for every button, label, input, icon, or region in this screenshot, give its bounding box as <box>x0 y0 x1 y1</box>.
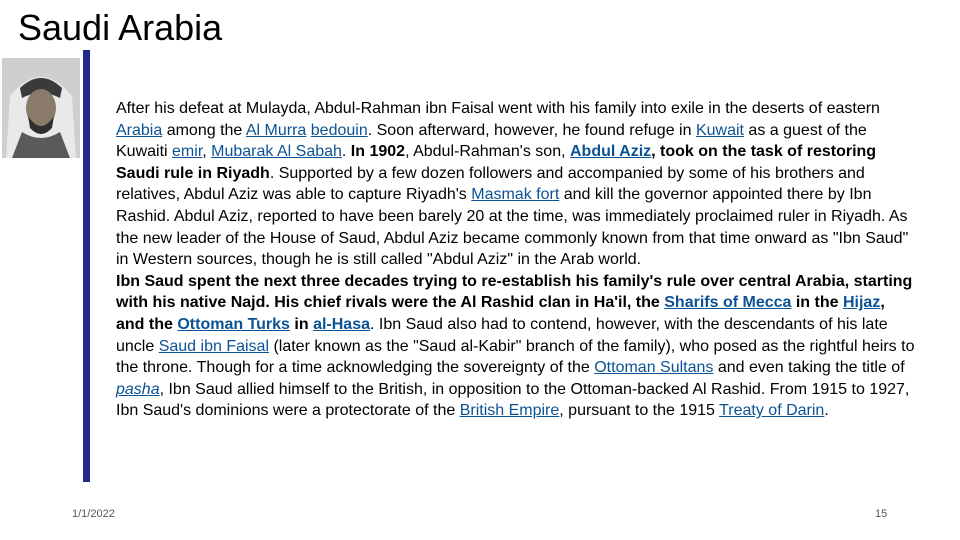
text-span: , <box>202 143 212 161</box>
link-masmak-fort[interactable]: Masmak fort <box>471 186 560 204</box>
body-text <box>116 98 916 422</box>
link-pasha[interactable]: pasha <box>116 380 160 398</box>
link-al-hasa[interactable]: al-Hasa <box>313 315 370 333</box>
text-span: (later known as the "Saud al-Kabir" branch of the family), who posed as the rightful heirs to the throne. Though for a time acknowledging the sovereignty of the <box>116 337 915 377</box>
bold-text: in <box>289 315 314 333</box>
text-span: , pursuant to the 1915 <box>559 402 720 420</box>
text-span: among the <box>162 121 246 139</box>
footer-date: 1/1/2022 <box>72 508 115 520</box>
link-bedouin[interactable]: bedouin <box>310 121 368 139</box>
link-saud-ibn-faisal[interactable]: Saud ibn Faisal <box>158 337 269 355</box>
page-number: 15 <box>875 508 888 520</box>
link-kuwait[interactable]: Kuwait <box>695 121 744 139</box>
text-span: . Ibn Saud also had to contend, however, with the descendants of his late uncle <box>116 315 888 355</box>
text-span: . Soon afterward, however, he found refuge in <box>367 121 696 139</box>
paragraph-2 <box>116 271 916 422</box>
link-mubarak-al-sabah[interactable]: Mubarak Al Sabah <box>211 143 342 161</box>
link-british-empire[interactable]: British Empire <box>459 402 560 420</box>
text-span: . <box>824 402 829 420</box>
paragraph-1 <box>116 98 916 271</box>
bold-text: In 1902 <box>350 143 406 161</box>
text-span: , Ibn Saud allied himself to the British, in opposition to the Ottoman-backed Al Rashid. From 1915 to 1927, Ibn Saud's dominions were a protectorate of the <box>116 380 910 420</box>
bold-text: in the <box>791 294 843 312</box>
link-hijaz[interactable]: Hijaz <box>842 294 881 312</box>
text-span: , Abdul-Rahman's son, <box>405 143 570 161</box>
text-span: as a guest of the Kuwaiti <box>116 121 867 161</box>
bold-text: , and the <box>116 294 885 333</box>
text-span: . Supported by a few dozen followers and accompanied by some of his brothers and relatives, Abdul Aziz was able to capture Riyadh's <box>116 164 865 204</box>
link-sharifs-of-mecca[interactable]: Sharifs of Mecca <box>664 294 792 312</box>
portrait-photo-icon <box>2 58 80 158</box>
link-emir[interactable]: emir <box>172 143 203 161</box>
text-span: and even taking the title of <box>713 359 905 377</box>
text-span: After his defeat at Mulayda, Abdul-Rahman ibn Faisal went with his family into exile in the deserts of eastern <box>116 100 880 117</box>
text-span: . <box>341 143 351 161</box>
link-ottoman-sultans[interactable]: Ottoman Sultans <box>594 359 714 377</box>
link-abdul-aziz[interactable]: Abdul Aziz <box>569 143 652 161</box>
text-span: and kill the governor appointed there by Ibn Rashid. Abdul Aziz, reported to have been barely 20 at the time, was immediately proclaimed ruler in Riyadh. As the new leader of the House of Saud, Abdul Aziz became commonly known from that time onward as "Ibn Saud" in Western sources, though he is still called "Abdul Aziz" in the Arab world. <box>116 186 909 269</box>
accent-bar <box>83 50 90 482</box>
link-ottoman-turks[interactable]: Ottoman Turks <box>177 315 290 333</box>
slide-title: Saudi Arabia <box>18 7 223 48</box>
bold-text: , took on the task of restoring Saudi rule in Riyadh <box>116 143 877 182</box>
link-al-murra[interactable]: Al Murra <box>245 121 307 139</box>
link-arabia[interactable]: Arabia <box>116 121 163 139</box>
bold-text: Ibn Saud spent the next three decades trying to re-establish his family's rule over central Arabia, starting with his native Najd. His chief rivals were the Al Rashid clan in Ha'il, the <box>116 272 913 312</box>
portrait-image <box>2 58 80 158</box>
link-treaty-of-darin[interactable]: Treaty of Darin <box>719 402 825 420</box>
